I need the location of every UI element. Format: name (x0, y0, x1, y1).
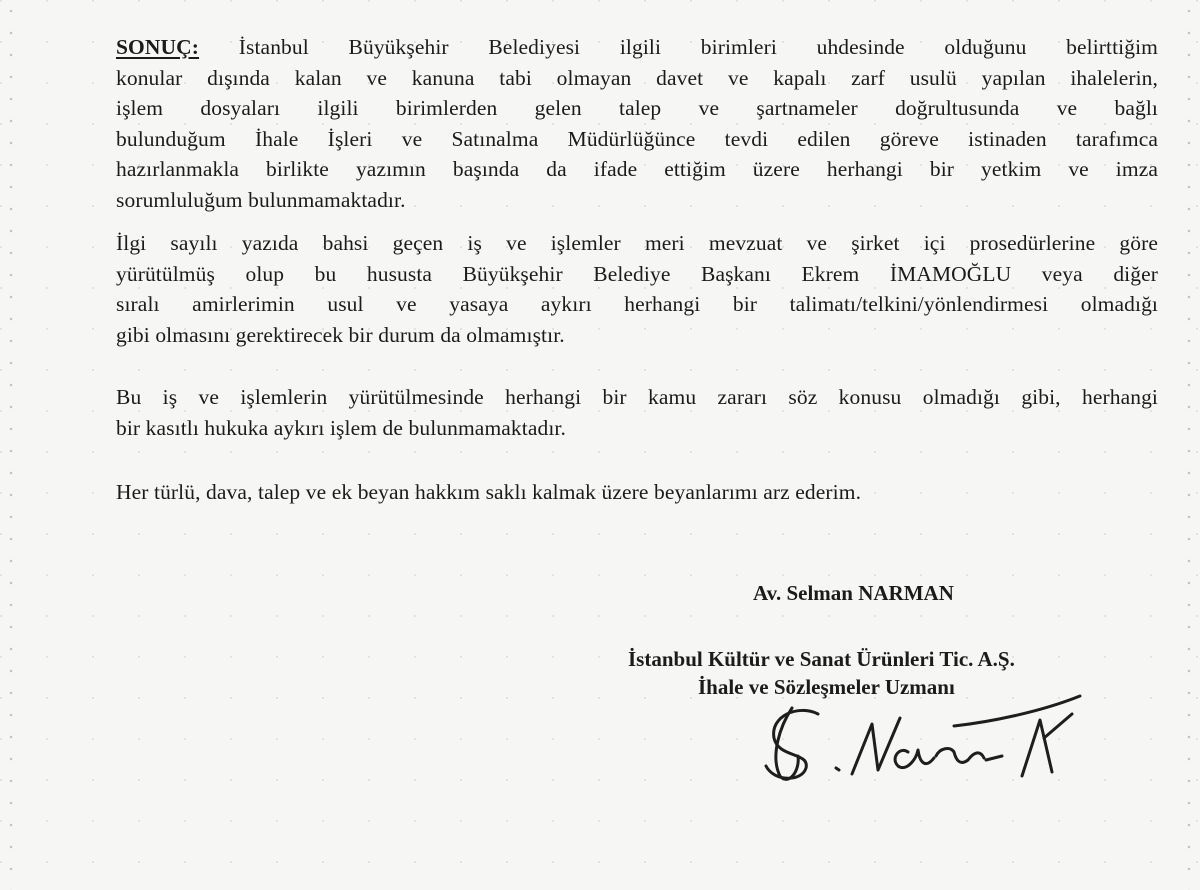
paragraph-no-damage (116, 382, 1158, 443)
paragraph-line: bir kasıtlı hukuka aykırı işlem de bulunmamaktadır. (116, 415, 566, 440)
paragraph-closing: Her türlü, dava, talep ve ek beyan hakkım saklı kalmak üzere beyanlarımı arz ederim. (116, 480, 862, 504)
scan-dot-margin-left (6, 0, 16, 890)
paragraph-line: konular dışında kalan ve kanuna tabi olmayan davet ve kapalı zarf usulü yapılan ihalelerin, (116, 65, 1158, 90)
paragraph-conclusion (116, 32, 1158, 215)
signatory-name: Av. Selman NARMAN (753, 581, 954, 605)
paragraph-line: Bu iş ve işlemlerin yürütülmesinde herhangi bir kamu zararı söz konusu olmadığı gibi, herhangi (116, 385, 1158, 409)
paragraph-line: SONUÇ: İstanbul Büyükşehir Belediyesi ilgili birimleri uhdesinde olduğunu belirttiğim (116, 35, 1158, 59)
paragraph-line: İlgi sayılı yazıda bahsi geçen iş ve işlemler meri mevzuat ve şirket içi prosedürlerine göre (116, 231, 1158, 255)
paragraph-line: gibi olmasını gerektirecek bir durum da olmamıştır. (116, 322, 565, 347)
paragraph-line: sorumluluğum bulunmamaktadır. (116, 187, 406, 212)
paragraph-line: bulunduğum İhale İşleri ve Satınalma Müdürlüğünce tevdi edilen göreve istinaden tarafımca (116, 126, 1158, 151)
signatory-title: İhale ve Sözleşmeler Uzmanı (698, 675, 955, 699)
handwritten-signature (740, 686, 1100, 796)
scan-dot-margin-right (1184, 0, 1194, 890)
paragraph-line: hazırlanmakla birlikte yazımın başında da ifade ettiğim üzere herhangi bir yetkim ve imza (116, 157, 1158, 181)
paragraph-line: sıralı amirlerimin usul ve yasaya aykırı herhangi bir talimatı/telkini/yönlendirmesi olmadığı (116, 292, 1158, 316)
paragraph-procedures (116, 228, 1158, 350)
paragraph-line: işlem dosyaları ilgili birimlerden gelen talep ve şartnameler doğrultusunda ve bağlı (116, 96, 1158, 120)
paragraph-line: yürütülmüş olup bu hususta Büyükşehir Belediye Başkanı Ekrem İMAMOĞLU veya diğer (116, 261, 1158, 286)
conclusion-heading: SONUÇ: (116, 35, 200, 59)
signatory-company: İstanbul Kültür ve Sanat Ürünleri Tic. A.Ş. (628, 647, 1015, 671)
